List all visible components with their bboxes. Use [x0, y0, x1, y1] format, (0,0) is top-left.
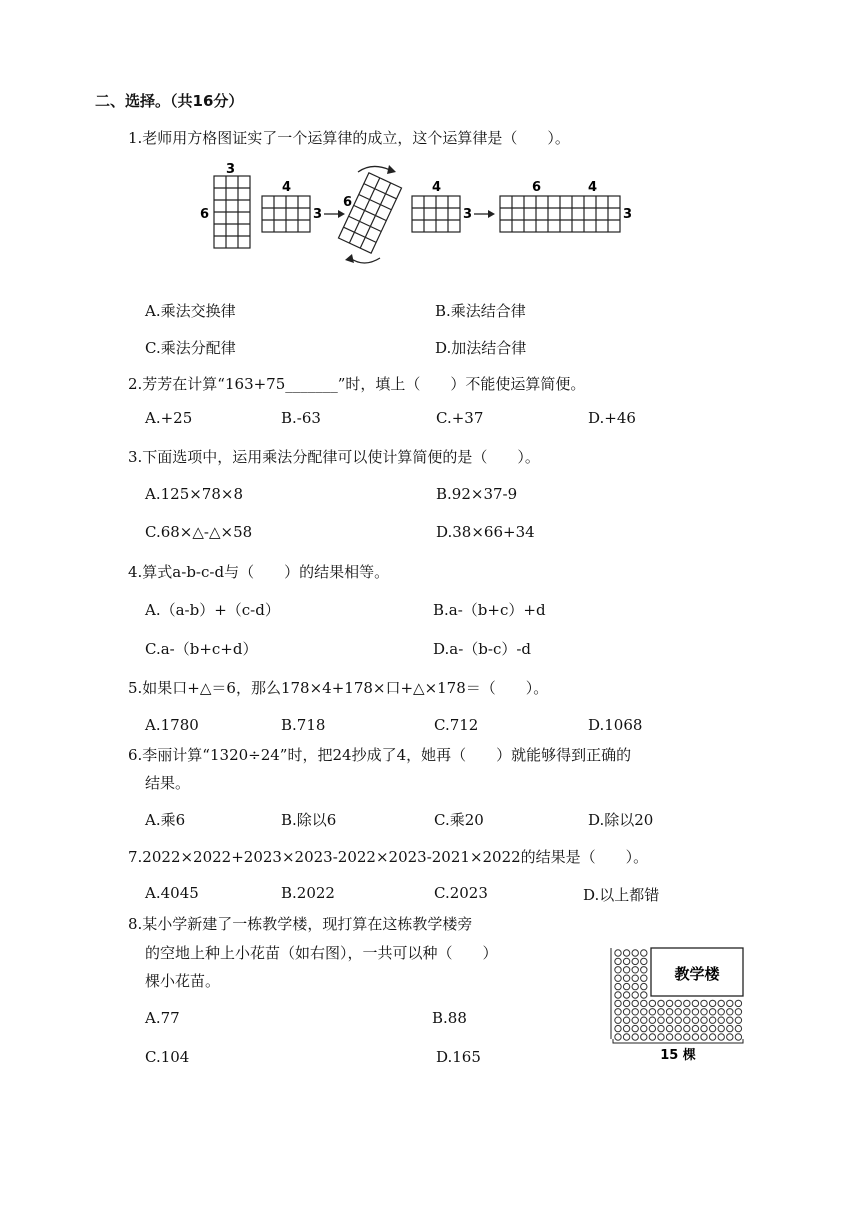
grid-rotated: [338, 173, 401, 253]
seedling-dot: [727, 1000, 733, 1006]
seedling-dot: [615, 950, 621, 956]
q2-option-d[interactable]: D.+46: [588, 409, 636, 427]
rotate-arrow-icon: [350, 166, 390, 263]
grid-b-top-label: 4: [282, 180, 292, 195]
seedling-dot: [632, 1009, 638, 1015]
seedling-dot: [701, 1025, 707, 1031]
q4-option-c[interactable]: C.a-（b+c+d）: [145, 640, 258, 658]
q8-option-c[interactable]: C.104: [145, 1048, 190, 1066]
grid-4x3-first: [262, 196, 310, 232]
figure-1-grid-diagram: [190, 158, 650, 270]
section-title: 二、选择。（共16分）: [95, 92, 244, 110]
seedling-dot: [675, 1009, 681, 1015]
q4-option-b[interactable]: B.a-（b+c）+d: [433, 601, 546, 619]
question-6-stem-line2: 结果。: [145, 774, 191, 792]
question-8-stem-line2: 的空地上种上小花苗（如右图），一共可以种（ ）: [145, 944, 498, 962]
seedling-dot: [623, 992, 629, 998]
q1-option-d[interactable]: D.加法结合律: [435, 339, 527, 357]
seedling-dot: [684, 1034, 690, 1040]
seedling-dot: [649, 1009, 655, 1015]
seedling-dot: [658, 1000, 664, 1006]
seedling-dot: [641, 950, 647, 956]
q5-option-c[interactable]: C.712: [434, 716, 479, 734]
seedling-dot: [615, 1000, 621, 1006]
question-4-stem: 4.算式a-b-c-d与（ ）的结果相等。: [128, 563, 390, 581]
seedling-dot: [701, 1017, 707, 1023]
seedling-dot: [623, 983, 629, 989]
seedling-dot: [641, 967, 647, 973]
seedling-dot: [632, 1000, 638, 1006]
seedling-dot: [623, 967, 629, 973]
seedling-dot: [632, 983, 638, 989]
seedling-dot: [632, 1025, 638, 1031]
q2-option-b[interactable]: B.-63: [281, 409, 321, 427]
grid-e-top-label-six: 6: [532, 180, 542, 195]
teaching-building-label: 教学楼: [674, 965, 720, 983]
seedling-dot: [666, 1034, 672, 1040]
question-5-stem: 5.如果口+△＝6，那么178×4+178×口+△×178＝（ ）。: [128, 679, 549, 697]
seedling-dot: [632, 967, 638, 973]
seedling-dot: [735, 1017, 741, 1023]
seedling-dot: [684, 1017, 690, 1023]
question-8-stem-line3: 棵小花苗。: [145, 972, 221, 990]
question-7-stem: 7.2022×2022+2023×2023-2022×2023-2021×2022的结果是（ ）。: [128, 848, 649, 866]
seedling-dot: [701, 1034, 707, 1040]
seedling-dot: [632, 958, 638, 964]
figure-8-seedling-plot: [605, 943, 750, 1065]
seedling-dot: [649, 1017, 655, 1023]
seedling-dot: [615, 1017, 621, 1023]
q1-option-b[interactable]: B.乘法结合律: [435, 302, 526, 320]
seedling-dot: [692, 1009, 698, 1015]
seedling-dot: [727, 1009, 733, 1015]
seedling-dot: [684, 1025, 690, 1031]
q1-option-a[interactable]: A.乘法交换律: [145, 302, 236, 320]
q8-option-a[interactable]: A.77: [145, 1009, 180, 1027]
seedling-dot: [727, 1025, 733, 1031]
seedling-dot: [623, 950, 629, 956]
seedling-dot: [641, 983, 647, 989]
q8-option-d[interactable]: D.165: [436, 1048, 481, 1066]
seedling-dot: [718, 1017, 724, 1023]
seedling-dot: [735, 1009, 741, 1015]
seedling-dot: [615, 958, 621, 964]
q5-option-b[interactable]: B.718: [281, 716, 326, 734]
seedling-dot: [641, 1000, 647, 1006]
q2-option-c[interactable]: C.+37: [436, 409, 484, 427]
arrow-right-icon: [474, 210, 495, 218]
seedling-dot: [666, 1025, 672, 1031]
seedling-dot: [727, 1034, 733, 1040]
seedling-dot: [666, 1017, 672, 1023]
grid-e-top-label-four: 4: [588, 180, 598, 195]
grid-d-top-label: 4: [432, 180, 442, 195]
seedling-dot: [675, 1017, 681, 1023]
grid-d-side-label: 3: [463, 207, 473, 222]
q3-option-c[interactable]: C.68×△-△×58: [145, 523, 253, 541]
seedling-dot: [709, 1009, 715, 1015]
grid-c-side-label: 6: [343, 195, 353, 210]
grid-e-side-label: 3: [623, 207, 633, 222]
question-6-stem-line1: 6.李丽计算“1320÷24”时，把24抄成了4，她再（ ）就能够得到正确的: [128, 746, 632, 764]
rotate-arrowhead-icon: [387, 165, 396, 174]
seedling-dot: [675, 1000, 681, 1006]
seedling-dot: [735, 1000, 741, 1006]
seedling-dot: [641, 1009, 647, 1015]
q5-option-d[interactable]: D.1068: [588, 716, 643, 734]
seedling-dot: [649, 1034, 655, 1040]
seedling-dot: [641, 1034, 647, 1040]
seedling-dot: [718, 1034, 724, 1040]
seedling-dot: [615, 967, 621, 973]
q6-option-c[interactable]: C.乘20: [434, 811, 484, 829]
seedling-dot: [709, 1025, 715, 1031]
seedling-dot: [658, 1025, 664, 1031]
q7-option-b[interactable]: B.2022: [281, 884, 335, 902]
seedling-dot: [675, 1025, 681, 1031]
grid-b-side-label: 3: [313, 207, 323, 222]
q4-option-a[interactable]: A.（a-b）+（c-d）: [145, 601, 280, 619]
seedling-dot: [615, 975, 621, 981]
seedling-dot: [709, 1000, 715, 1006]
seedling-dot: [615, 1025, 621, 1031]
q6-option-b[interactable]: B.除以6: [281, 811, 337, 829]
seedling-dot: [658, 1034, 664, 1040]
plot-width-label: 15 棵: [660, 1048, 696, 1063]
q7-option-c[interactable]: C.2023: [434, 884, 488, 902]
seedling-dot: [727, 1017, 733, 1023]
seedling-dot: [709, 1034, 715, 1040]
arrow-right-icon: [324, 210, 345, 218]
seedling-dot: [632, 1017, 638, 1023]
seedling-dot: [641, 958, 647, 964]
seedling-dot: [615, 1009, 621, 1015]
rotate-arrowhead-icon: [345, 254, 354, 263]
seedling-dot: [701, 1000, 707, 1006]
seedling-dot: [718, 1025, 724, 1031]
q8-option-b[interactable]: B.88: [432, 1009, 467, 1027]
q3-option-a[interactable]: A.125×78×8: [145, 485, 243, 503]
seedling-dot: [735, 1025, 741, 1031]
seedling-dot: [641, 975, 647, 981]
q7-option-a[interactable]: A.4045: [145, 884, 199, 902]
q2-option-a[interactable]: A.+25: [145, 409, 193, 427]
seedling-dot: [735, 1034, 741, 1040]
q4-option-d[interactable]: D.a-（b-c）-d: [433, 640, 532, 658]
seedling-dot: [692, 1034, 698, 1040]
seedling-dot: [692, 1000, 698, 1006]
seedling-dot: [632, 992, 638, 998]
seedling-dot: [658, 1017, 664, 1023]
question-8-stem-line1: 8.某小学新建了一栋教学楼，现打算在这栋教学楼旁: [128, 915, 473, 933]
q5-option-a[interactable]: A.1780: [145, 716, 199, 734]
q7-option-d[interactable]: D.以上都错: [583, 886, 660, 904]
seedling-dot: [675, 1034, 681, 1040]
seedling-dot: [641, 992, 647, 998]
question-1-stem: 1.老师用方格图证实了一个运算律的成立，这个运算律是（ ）。: [128, 129, 570, 147]
grid-4x3-second: [412, 196, 460, 232]
seedling-dot: [623, 1034, 629, 1040]
q3-option-d[interactable]: D.38×66+34: [436, 523, 535, 541]
grid-3x6: [214, 176, 250, 248]
seedling-dot: [684, 1009, 690, 1015]
seedling-dot: [666, 1009, 672, 1015]
seedling-dot: [692, 1017, 698, 1023]
q1-option-c[interactable]: C.乘法分配律: [145, 339, 236, 357]
seedling-dot: [623, 975, 629, 981]
seedling-dot: [623, 1025, 629, 1031]
seedling-dot: [701, 1009, 707, 1015]
seedling-dot: [718, 1009, 724, 1015]
seedling-dot: [615, 983, 621, 989]
seedling-dot: [649, 1025, 655, 1031]
seedling-dot: [709, 1017, 715, 1023]
seedling-dot: [632, 975, 638, 981]
seedling-dot: [692, 1025, 698, 1031]
seedling-dot: [718, 1000, 724, 1006]
seedling-dot: [615, 992, 621, 998]
seedling-dot: [684, 1000, 690, 1006]
q6-option-d[interactable]: D.除以20: [588, 811, 654, 829]
seedling-dot: [623, 958, 629, 964]
grid-10x3: [500, 196, 620, 232]
seedling-dot: [623, 1017, 629, 1023]
seedling-dot: [641, 1017, 647, 1023]
seedling-dot: [623, 1009, 629, 1015]
q6-option-a[interactable]: A.乘6: [145, 811, 186, 829]
question-3-stem: 3.下面选项中，运用乘法分配律可以使计算简便的是（ ）。: [128, 448, 540, 466]
seedling-dot: [658, 1009, 664, 1015]
grid-a-side-label: 6: [200, 207, 210, 222]
seedling-dot: [641, 1025, 647, 1031]
seedling-dot: [666, 1000, 672, 1006]
question-2-stem: 2.芳芳在计算“163+75_______”时，填上（ ）不能使运算简便。: [128, 375, 586, 393]
seedling-dot: [649, 1000, 655, 1006]
seedling-dot: [615, 1034, 621, 1040]
seedling-dot: [632, 1034, 638, 1040]
seedling-dot: [632, 950, 638, 956]
q3-option-b[interactable]: B.92×37-9: [436, 485, 518, 503]
seedling-dot: [623, 1000, 629, 1006]
grid-a-top-label: 3: [226, 162, 236, 177]
